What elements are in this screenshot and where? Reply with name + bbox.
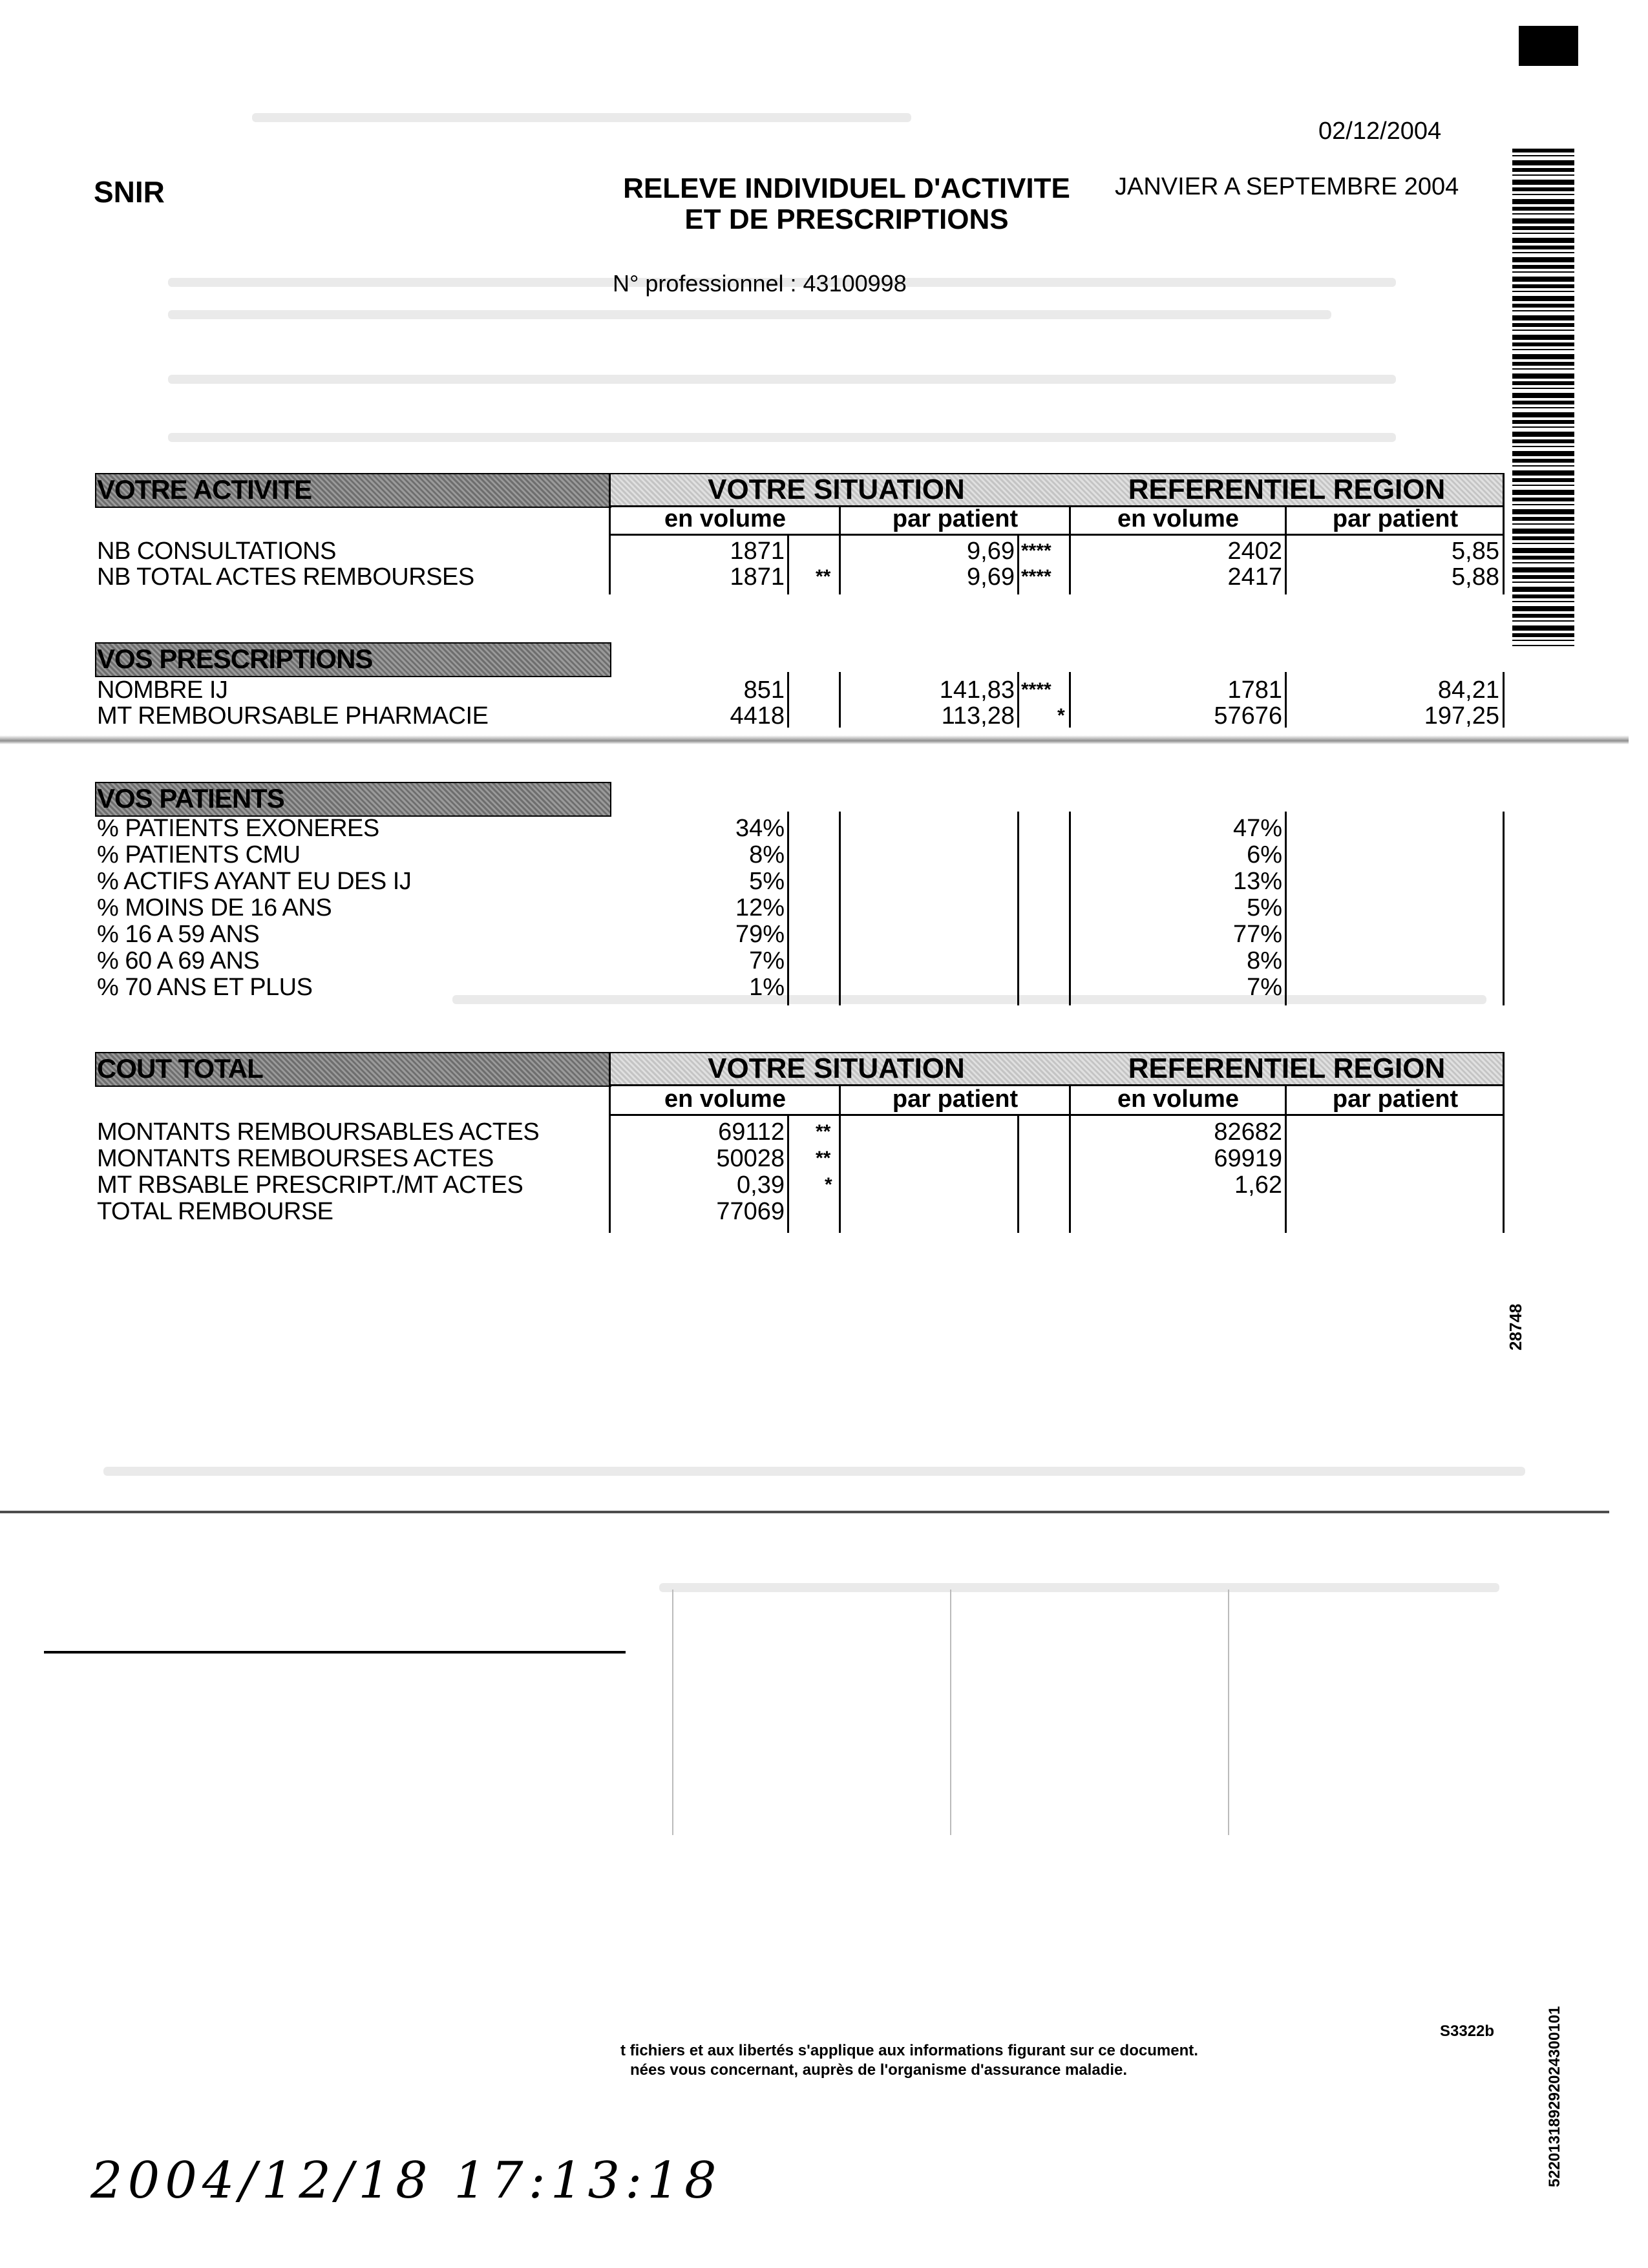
group-votre-situation: VOTRE SITUATION	[708, 474, 965, 505]
row-label: MT RBSABLE PRESCRIPT./MT ACTES	[97, 1171, 523, 1199]
colhdr-rule	[610, 534, 1505, 536]
row-label: MONTANTS REMBOURSABLES ACTES	[97, 1118, 540, 1146]
bleed-through	[168, 310, 1331, 319]
bleed-through	[168, 433, 1396, 442]
cell-region-volume: 69919	[1214, 1145, 1282, 1172]
cell-region-volume: 1,62	[1234, 1171, 1282, 1199]
fold-line	[0, 1511, 1609, 1513]
col-divider	[1503, 473, 1505, 594]
col-divider	[839, 1084, 841, 1233]
row-label: % PATIENTS EXONERES	[97, 815, 379, 842]
colhdr-rule	[610, 1114, 1505, 1116]
col-region-patient: par patient	[1332, 505, 1459, 532]
cell-situation-volume: 50028	[716, 1145, 785, 1172]
cell-region-volume: 57676	[1214, 702, 1282, 730]
row-label: MONTANTS REMBOURSES ACTES	[97, 1145, 494, 1172]
cell-situation-patient: 9,69	[967, 563, 1015, 591]
cell-situation-volume: 69112	[718, 1118, 785, 1146]
section-cout-title: COUT TOTAL	[97, 1053, 263, 1084]
col-divider	[1503, 672, 1505, 728]
cell-situation-volume: 0,39	[737, 1171, 785, 1199]
significance-marker: *	[825, 1174, 832, 1195]
bleed-through	[659, 1583, 1499, 1592]
bleed-through	[252, 113, 911, 122]
row-label: % 70 ANS ET PLUS	[97, 974, 313, 1001]
cell-situation-volume: 1871	[730, 538, 785, 565]
title-line-2: ET DE PRESCRIPTIONS	[684, 204, 1009, 235]
cell-situation-volume: 5%	[749, 868, 785, 895]
col-region-patient: par patient	[1332, 1086, 1459, 1113]
significance-marker: **	[816, 566, 831, 587]
cell-region-volume: 8%	[1247, 947, 1282, 974]
group-referentiel-region: REFERENTIEL REGION	[1128, 1053, 1446, 1084]
col-divider	[1503, 812, 1505, 1005]
significance-marker: **	[816, 1121, 831, 1142]
row-label: NB CONSULTATIONS	[97, 538, 336, 565]
col-divider	[1285, 1084, 1287, 1233]
cell-situation-patient: 141,83	[939, 677, 1015, 704]
cell-region-volume: 6%	[1247, 841, 1282, 868]
corner-marker	[1519, 26, 1578, 66]
cell-region-patient: 84,21	[1437, 677, 1499, 704]
col-divider	[787, 812, 789, 1005]
scan-stripe	[0, 735, 1629, 744]
barcode-number: 522013189292024300101	[1546, 2006, 1563, 2187]
col-situation-volume: en volume	[664, 1086, 786, 1113]
row-label: NOMBRE IJ	[97, 677, 228, 704]
row-label: % ACTIFS AYANT EU DES IJ	[97, 868, 412, 895]
cell-region-volume: 2417	[1227, 563, 1282, 591]
org-name: SNIR	[94, 175, 165, 209]
cell-situation-volume: 1%	[749, 974, 785, 1001]
row-label: % 60 A 69 ANS	[97, 947, 260, 974]
document-code: S3322b	[1440, 2022, 1495, 2040]
section-patients-title: VOS PATIENTS	[97, 783, 284, 814]
col-region-volume: en volume	[1117, 505, 1239, 532]
cell-region-patient: 5,85	[1452, 538, 1499, 565]
cell-situation-patient: 113,28	[941, 702, 1015, 730]
cell-region-volume: 7%	[1247, 974, 1282, 1001]
cell-situation-volume: 77069	[716, 1198, 785, 1225]
significance-marker: *	[1057, 705, 1065, 726]
col-divider	[839, 812, 841, 1005]
significance-marker: ****	[1021, 679, 1051, 700]
cell-region-volume: 47%	[1232, 815, 1282, 842]
side-number: 28748	[1506, 1303, 1525, 1350]
col-divider	[787, 1114, 789, 1233]
cell-situation-volume: 12%	[735, 894, 785, 921]
cell-situation-volume: 7%	[749, 947, 785, 974]
ghost-rule	[44, 1651, 626, 1654]
col-divider	[787, 672, 789, 728]
ghost-column	[1228, 1590, 1229, 1835]
row-label: TOTAL REMBOURSE	[97, 1198, 333, 1225]
cell-region-volume: 77%	[1232, 921, 1282, 948]
cell-situation-patient: 9,69	[967, 538, 1015, 565]
col-divider	[1503, 1052, 1505, 1233]
cell-region-volume: 2402	[1227, 538, 1282, 565]
report-period: JANVIER A SEPTEMBRE 2004	[1115, 173, 1459, 200]
cell-situation-volume: 79%	[735, 921, 785, 948]
col-divider	[1017, 672, 1019, 728]
col-situation-volume: en volume	[664, 505, 786, 532]
cell-region-volume: 13%	[1232, 868, 1282, 895]
report-date: 02/12/2004	[1318, 118, 1442, 145]
handwritten-stamp: 2004/12/18 17:13:18	[90, 2152, 722, 2210]
ghost-column	[672, 1590, 673, 1835]
footer-line-1: t fichiers et aux libertés s'applique aux informations figurant sur ce document.	[620, 2042, 1198, 2059]
footer-line-2: nées vous concernant, auprès de l'organisme d'assurance maladie.	[630, 2061, 1128, 2079]
ghost-column	[950, 1590, 951, 1835]
cell-region-patient: 197,25	[1424, 702, 1499, 730]
significance-marker: **	[816, 1148, 831, 1169]
section-activite-title: VOTRE ACTIVITE	[97, 474, 312, 505]
significance-marker: ****	[1021, 566, 1051, 587]
row-label: % MOINS DE 16 ANS	[97, 894, 332, 921]
cell-situation-volume: 8%	[749, 841, 785, 868]
row-label: % 16 A 59 ANS	[97, 921, 260, 948]
col-divider	[1017, 534, 1019, 594]
cell-region-volume: 82682	[1214, 1118, 1282, 1146]
cell-situation-volume: 4418	[730, 702, 785, 730]
significance-marker: ****	[1021, 540, 1051, 562]
cell-region-patient: 5,88	[1452, 563, 1499, 591]
cell-situation-volume: 1871	[730, 563, 785, 591]
row-label: MT REMBOURSABLE PHARMACIE	[97, 702, 489, 730]
col-divider	[787, 534, 789, 594]
col-situation-patient: par patient	[892, 505, 1019, 532]
col-situation-patient: par patient	[892, 1086, 1019, 1113]
group-referentiel-region: REFERENTIEL REGION	[1128, 474, 1446, 505]
barcode	[1512, 149, 1574, 646]
group-votre-situation: VOTRE SITUATION	[708, 1053, 965, 1084]
section-prescriptions-title: VOS PRESCRIPTIONS	[97, 644, 373, 674]
bleed-through	[103, 1467, 1525, 1476]
row-label: NB TOTAL ACTES REMBOURSES	[97, 563, 474, 591]
cell-situation-volume: 851	[743, 677, 785, 704]
cell-region-volume: 5%	[1247, 894, 1282, 921]
title-line-1: RELEVE INDIVIDUEL D'ACTIVITE	[623, 173, 1070, 204]
row-label: % PATIENTS CMU	[97, 841, 301, 868]
cell-region-volume: 1781	[1227, 677, 1282, 704]
cell-situation-volume: 34%	[735, 815, 785, 842]
col-region-volume: en volume	[1117, 1086, 1239, 1113]
col-divider	[1017, 812, 1019, 1005]
bleed-through	[452, 995, 1486, 1004]
col-divider	[1017, 1114, 1019, 1233]
bleed-through	[168, 375, 1396, 384]
col-divider	[1285, 812, 1287, 1005]
professional-number: N° professionnel : 43100998	[613, 270, 907, 297]
